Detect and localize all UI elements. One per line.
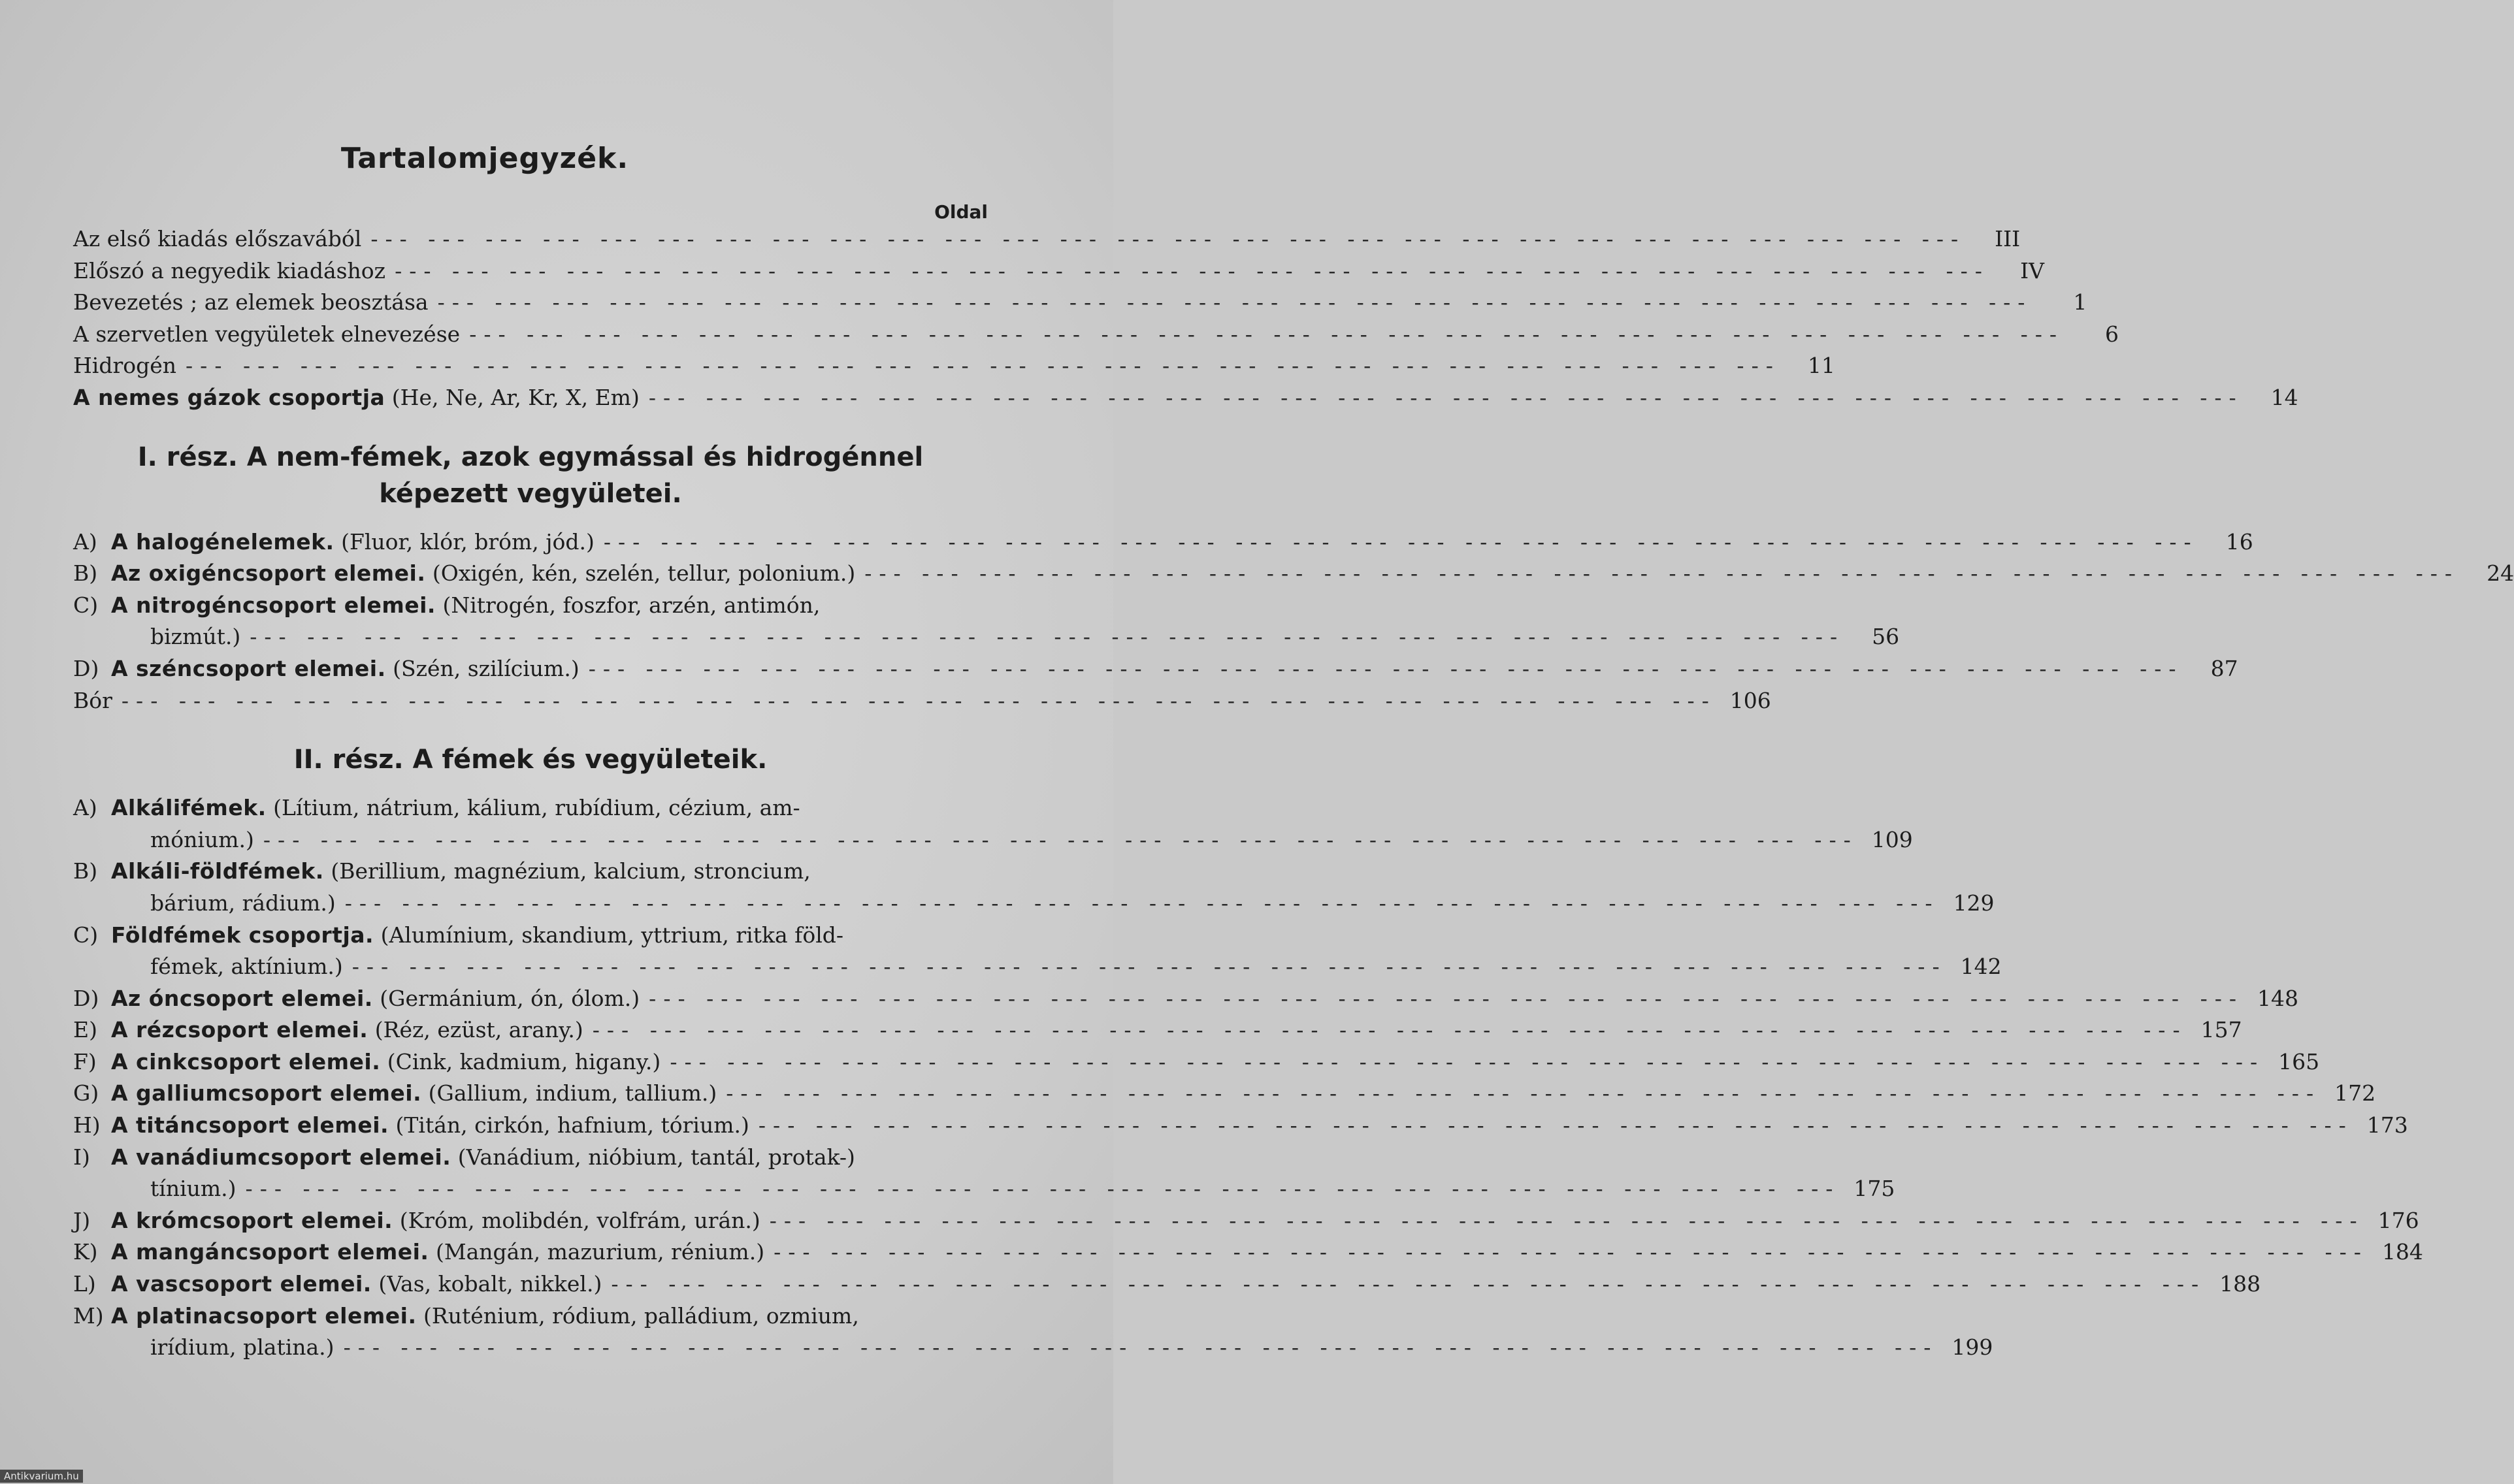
page-number: 11 <box>1807 353 1835 379</box>
entry-title-bold: A nitrogéncsoport elemei. <box>111 592 436 618</box>
toc-entry <box>73 1205 2419 1237</box>
dot-leader: --- --- --- --- --- --- --- --- --- --- --- --- --- --- --- --- --- --- --- --- --- --- --- --- --- --- --- --- <box>588 655 2183 681</box>
watermark: Antikvarium.hu <box>0 1470 83 1483</box>
entry-title <box>73 858 811 884</box>
entry-label: D) <box>73 985 99 1011</box>
entry-title-text: (Germánium, ón, ólom.) <box>372 985 640 1011</box>
entry-title-text: (Ruténium, ródium, palládium, ozmium, <box>416 1302 859 1329</box>
entry-title <box>73 287 429 319</box>
entry-title-text: (Lítium, nátrium, kálium, rubídium, cézium, am- <box>266 795 800 821</box>
entry-continuation-text: fémek, aktínium.) <box>150 954 343 980</box>
entry-title-text: Bevezetés ; az elemek beosztása <box>73 289 429 315</box>
entry-title-bold: Az óncsoport elemei. <box>111 985 373 1011</box>
toc-entry <box>73 1078 2376 1110</box>
page-number: 129 <box>1953 890 1995 916</box>
entry-title-text: (Vanádium, nióbium, tantál, protak-) <box>451 1144 855 1170</box>
entry-title <box>73 350 176 382</box>
entry-label: E) <box>73 1017 97 1043</box>
page-number: 172 <box>2334 1080 2376 1106</box>
toc-entry-continuation <box>73 888 1995 920</box>
entry-label: M) <box>73 1302 104 1329</box>
toc-entry <box>73 983 2299 1015</box>
dot-leader: --- --- --- --- --- --- --- --- --- --- --- --- --- --- --- --- --- --- --- --- --- --- --- --- --- --- --- --- <box>370 226 1966 251</box>
toc-entry <box>73 920 988 952</box>
toc-entry <box>73 1300 988 1332</box>
entry-label: K) <box>73 1239 98 1265</box>
toc-entry <box>73 287 2087 319</box>
page-number: 87 <box>2210 655 2238 681</box>
entry-label: L) <box>73 1271 96 1297</box>
dot-leader: --- --- --- --- --- --- --- --- --- --- --- --- --- --- --- --- --- --- --- --- --- --- --- --- --- --- --- --- <box>649 985 2244 1011</box>
dot-leader: --- --- --- --- --- --- --- --- --- --- --- --- --- --- --- --- --- --- --- --- --- --- --- --- --- --- --- --- <box>758 1112 2353 1138</box>
entry-label: A) <box>73 528 97 555</box>
dot-leader: --- --- --- --- --- --- --- --- --- --- --- --- --- --- --- --- --- --- --- --- --- --- --- --- --- --- --- --- <box>769 1207 2364 1233</box>
entry-title-bold: A vascsoport elemei. <box>111 1271 372 1297</box>
entry-label: I) <box>73 1144 90 1170</box>
toc-entry <box>73 1142 988 1174</box>
dot-leader: --- --- --- --- --- --- --- --- --- --- --- --- --- --- --- --- --- --- --- --- --- --- --- --- --- --- --- --- <box>592 1017 2187 1043</box>
toc-entry <box>73 558 2514 590</box>
entry-title-text: (Cink, kadmium, higany.) <box>380 1048 661 1074</box>
page-number: 184 <box>2381 1239 2423 1265</box>
toc-entry <box>73 1046 2320 1078</box>
page-number: 109 <box>1871 826 1913 852</box>
entry-title-text: (Szén, szilícium.) <box>385 655 580 681</box>
entry-label: B) <box>73 560 98 587</box>
page-number: 1 <box>2073 289 2087 315</box>
entry-title <box>73 983 640 1015</box>
page-number: 148 <box>2257 985 2299 1011</box>
page-number: 165 <box>2278 1048 2320 1074</box>
dot-leader: --- --- --- --- --- --- --- --- --- --- --- --- --- --- --- --- --- --- --- --- --- --- --- --- --- --- --- --- <box>864 560 2460 587</box>
entry-title-text: (Fluor, klór, bróm, jód.) <box>334 528 595 555</box>
entry-title <box>73 795 800 820</box>
page-number: 188 <box>2219 1271 2261 1297</box>
page-number: 56 <box>1872 624 1900 650</box>
entry-continuation-text: mónium.) <box>150 826 254 852</box>
entry-title-text: (He, Ne, Ar, Kr, X, Em) <box>385 384 640 410</box>
dot-leader: --- --- --- --- --- --- --- --- --- --- --- --- --- --- --- --- --- --- --- --- --- --- --- --- --- --- --- --- <box>351 954 1947 980</box>
dot-leader: --- --- --- --- --- --- --- --- --- --- --- --- --- --- --- --- --- --- --- --- --- --- --- --- --- --- --- --- <box>774 1239 2368 1265</box>
toc-entry <box>73 255 2044 287</box>
dot-leader: --- --- --- --- --- --- --- --- --- --- --- --- --- --- --- --- --- --- --- --- --- --- --- --- --- --- --- --- <box>726 1080 2321 1106</box>
toc-entry-continuation <box>73 1173 1895 1205</box>
entry-title-text: (Alumínium, skandium, yttrium, ritka föld- <box>374 922 844 948</box>
entry-title-bold: A rézcsoport elemei. <box>111 1017 368 1043</box>
entry-title <box>73 319 460 351</box>
entry-title <box>73 922 843 948</box>
entry-continuation-text: bárium, rádium.) <box>150 890 336 916</box>
page-number: III <box>1995 226 2021 251</box>
entry-label: J) <box>73 1207 91 1233</box>
toc-entry <box>73 856 988 888</box>
entry-title <box>73 1144 855 1170</box>
entry-title-text: Az első kiadás előszavából <box>73 226 362 251</box>
entry-title-text: (Króm, molibdén, volfrám, urán.) <box>393 1207 760 1233</box>
entry-title-text: (Oxigén, kén, szelén, tellur, polonium.) <box>425 560 856 587</box>
entry-title-bold: A mangáncsoport elemei. <box>111 1239 429 1265</box>
page-number: 157 <box>2200 1017 2242 1043</box>
entry-title-bold: A nemes gázok csoportja <box>73 384 385 410</box>
entry-title <box>73 1110 749 1142</box>
dot-leader: --- --- --- --- --- --- --- --- --- --- --- --- --- --- --- --- --- --- --- --- --- --- --- --- --- --- --- --- <box>611 1271 2206 1297</box>
page-number: 173 <box>2366 1112 2408 1138</box>
entry-title-bold: A széncsoport elemei. <box>111 655 386 681</box>
toc-entry <box>73 223 2021 255</box>
page-number: 14 <box>2270 384 2298 410</box>
dot-leader: --- --- --- --- --- --- --- --- --- --- --- --- --- --- --- --- --- --- --- --- --- --- --- --- --- --- --- --- <box>670 1048 2265 1074</box>
front-matter-list <box>73 223 2298 414</box>
entry-continuation-text: tínium.) <box>150 1176 237 1202</box>
toc-entry <box>73 1014 2242 1046</box>
dot-leader: --- --- --- --- --- --- --- --- --- --- --- --- --- --- --- --- --- --- --- --- --- --- --- --- --- --- --- --- <box>121 687 1716 713</box>
entry-title <box>73 223 361 255</box>
entry-title-bold: Alkáli-földfémek. <box>111 858 324 884</box>
dot-leader: --- --- --- --- --- --- --- --- --- --- --- --- --- --- --- --- --- --- --- --- --- --- --- --- --- --- --- --- <box>648 384 2244 410</box>
toc-entry-continuation <box>73 621 1900 653</box>
toc-entry <box>73 590 988 622</box>
page-column-label: Oldal <box>934 201 988 223</box>
entry-title-bold: A halogénelemek. <box>111 528 335 555</box>
toc-entry <box>73 319 2119 351</box>
entry-continuation-text: irídium, platina.) <box>150 1334 335 1361</box>
entry-label: A) <box>73 795 97 821</box>
entry-title <box>73 558 855 590</box>
page-title: Tartalomjegyzék. <box>340 142 629 175</box>
entry-title <box>73 592 820 618</box>
entry-title <box>73 1014 583 1046</box>
entry-title-bold: A krómcsoport elemei. <box>111 1207 393 1233</box>
entry-title <box>73 1236 764 1268</box>
table-of-contents <box>73 137 2514 1364</box>
entry-title <box>73 685 112 717</box>
entry-label: H) <box>73 1112 101 1138</box>
entry-title-bold: A platinacsoport elemei. <box>111 1302 417 1329</box>
entry-label: C) <box>73 592 99 618</box>
entry-title <box>73 255 385 287</box>
toc-entry <box>73 382 2298 414</box>
toc-entry <box>73 685 1771 717</box>
page-number: 6 <box>2105 321 2119 347</box>
entry-title-bold: A vanádiumcsoport elemei. <box>111 1144 451 1170</box>
entry-title <box>73 1303 859 1329</box>
toc-entry <box>73 350 1835 382</box>
entry-title-bold: Az oxigéncsoport elemei. <box>111 560 426 587</box>
entry-title <box>73 526 595 558</box>
entry-title-text: Bór <box>73 687 112 713</box>
dot-leader: --- --- --- --- --- --- --- --- --- --- --- --- --- --- --- --- --- --- --- --- --- --- --- --- --- --- --- --- <box>245 1176 1840 1202</box>
entry-label: F) <box>73 1048 97 1074</box>
toc-entry-continuation <box>73 824 1913 856</box>
entry-title <box>73 1078 717 1110</box>
entry-label: D) <box>73 655 99 681</box>
entry-label: G) <box>73 1080 99 1106</box>
page-number: 199 <box>1951 1334 1993 1361</box>
part1-heading: I. rész. A nem-fémek, azok egymással és hidrogénnel képezett vegyületei. <box>137 442 924 509</box>
page-number: 142 <box>1960 954 2002 980</box>
page-number: 175 <box>1853 1176 1895 1202</box>
part2-list <box>73 792 2423 1364</box>
entry-title-text: (Berillium, magnézium, kalcium, stroncium, <box>323 858 811 884</box>
entry-title-bold: Földfémek csoportja. <box>111 922 374 948</box>
entry-title <box>73 1046 661 1078</box>
entry-title-text: (Réz, ezüst, arany.) <box>368 1017 583 1043</box>
entry-title <box>73 382 640 414</box>
page-number: 176 <box>2377 1207 2419 1233</box>
page-number: IV <box>2020 257 2044 283</box>
entry-title-text: (Mangán, mazurium, rénium.) <box>429 1239 765 1265</box>
entry-title-text: Hidrogén <box>73 353 177 379</box>
entry-title-bold: Alkálifémek. <box>111 795 267 821</box>
page-number: 16 <box>2225 528 2253 555</box>
entry-title-bold: A cinkcsoport elemei. <box>111 1048 381 1074</box>
dot-leader: --- --- --- --- --- --- --- --- --- --- --- --- --- --- --- --- --- --- --- --- --- --- --- --- --- --- --- --- <box>250 624 1845 650</box>
entry-continuation-text: bizmút.) <box>150 624 241 650</box>
toc-entry <box>73 1110 2408 1142</box>
entry-title-bold: A titáncsoport elemei. <box>111 1112 389 1138</box>
entry-title <box>73 1268 602 1300</box>
toc-entry <box>73 792 988 824</box>
entry-label: C) <box>73 922 99 948</box>
entry-title <box>73 653 580 685</box>
toc-entry-continuation <box>73 951 2002 983</box>
toc-entry <box>73 526 2253 558</box>
entry-label: B) <box>73 858 98 884</box>
page-number: 106 <box>1729 687 1771 713</box>
dot-leader: --- --- --- --- --- --- --- --- --- --- --- --- --- --- --- --- --- --- --- --- --- --- --- --- --- --- --- --- <box>186 353 1780 379</box>
entry-title-text: (Titán, cirkón, hafnium, tórium.) <box>389 1112 749 1138</box>
toc-entry <box>73 1268 2261 1300</box>
entry-title-bold: A galliumcsoport elemei. <box>111 1080 422 1106</box>
dot-leader: --- --- --- --- --- --- --- --- --- --- --- --- --- --- --- --- --- --- --- --- --- --- --- --- --- --- --- --- <box>343 1334 1938 1361</box>
part1-list <box>73 526 2514 717</box>
entry-title-text: (Vas, kobalt, nikkel.) <box>371 1271 602 1297</box>
dot-leader: --- --- --- --- --- --- --- --- --- --- --- --- --- --- --- --- --- --- --- --- --- --- --- --- --- --- --- --- <box>469 321 2065 347</box>
toc-entry <box>73 1236 2423 1268</box>
dot-leader: --- --- --- --- --- --- --- --- --- --- --- --- --- --- --- --- --- --- --- --- --- --- --- --- --- --- --- --- <box>603 528 2198 555</box>
page-number: 24 <box>2487 560 2514 587</box>
toc-entry-continuation <box>73 1332 1993 1364</box>
entry-title-text: (Nitrogén, foszfor, arzén, antimón, <box>435 592 821 618</box>
entry-title-text: (Gallium, indium, tallium.) <box>421 1080 717 1106</box>
dot-leader: --- --- --- --- --- --- --- --- --- --- --- --- --- --- --- --- --- --- --- --- --- --- --- --- --- --- --- --- <box>263 826 1858 852</box>
dot-leader: --- --- --- --- --- --- --- --- --- --- --- --- --- --- --- --- --- --- --- --- --- --- --- --- --- --- --- --- <box>437 289 2032 315</box>
dot-leader: --- --- --- --- --- --- --- --- --- --- --- --- --- --- --- --- --- --- --- --- --- --- --- --- --- --- --- --- <box>344 890 1940 916</box>
entry-title-text: A szervetlen vegyületek elnevezése <box>73 321 461 347</box>
toc-entry <box>73 653 2238 685</box>
part2-heading: II. rész. A fémek és vegyületeik. <box>293 745 768 775</box>
entry-title <box>73 1205 760 1237</box>
entry-title-text: Előszó a negyedik kiadáshoz <box>73 257 386 283</box>
dot-leader: --- --- --- --- --- --- --- --- --- --- --- --- --- --- --- --- --- --- --- --- --- --- --- --- --- --- --- --- <box>395 257 1989 283</box>
